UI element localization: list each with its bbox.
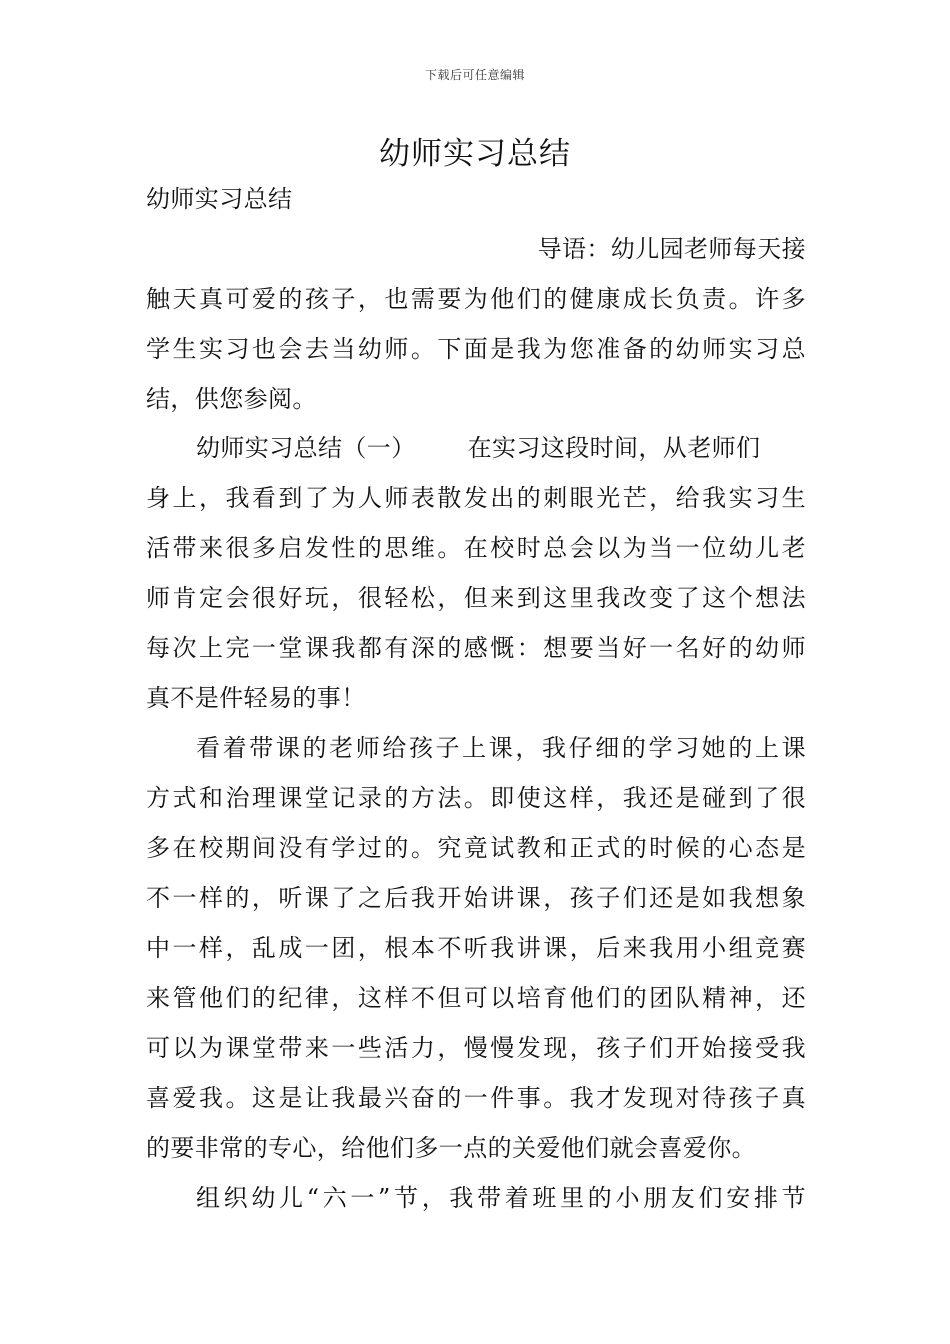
paragraph-2-line-3: 多在校期间没有学过的。究竟试教和正式的时候的心态是 bbox=[146, 834, 806, 862]
paragraph-1-line-2: 身上，我看到了为人师表散发出的刺眼光芒，给我实习生 bbox=[146, 484, 806, 512]
paragraph-2-line-8: 喜爱我。这是让我最兴奋的一件事。我才发现对待孩子真 bbox=[146, 1084, 806, 1112]
paragraph-2-line-4: 不一样的，听课了之后我开始讲课，孩子们还是如我想象 bbox=[146, 884, 806, 912]
paragraph-2-line-2: 方式和治理课堂记录的方法。即使这样，我还是碰到了很 bbox=[146, 784, 806, 812]
paragraph-1-line-3: 活带来很多启发性的思维。在校时总会以为当一位幼儿老 bbox=[146, 534, 806, 562]
paragraph-1-line-5: 每次上完一堂课我都有深的感慨：想要当好一名好的幼师 bbox=[146, 634, 806, 662]
paragraph-2-line-6: 来管他们的纪律，这样不但可以培育他们的团队精神，还 bbox=[146, 984, 806, 1012]
paragraph-2-line-7: 可以为课堂带来一些活力，慢慢发现，孩子们开始接受我 bbox=[146, 1034, 806, 1062]
intro-line-1: 导语：幼儿园老师每天接 bbox=[537, 235, 806, 263]
intro-line-2: 触天真可爱的孩子，也需要为他们的健康成长负责。许多 bbox=[146, 285, 806, 313]
header-note: 下载后可任意编辑 bbox=[424, 68, 525, 82]
intro-line-3: 学生实习也会去当幼师。下面是我为您准备的幼师实习总 bbox=[146, 335, 806, 363]
paragraph-1-line-4: 师肯定会很好玩，很轻松，但来到这里我改变了这个想法 bbox=[146, 584, 806, 612]
intro-line-4: 结，供您参阅。 bbox=[146, 385, 317, 413]
document-title: 幼师实习总结 bbox=[379, 136, 571, 172]
section-heading: 幼师实习总结（一） bbox=[196, 434, 416, 462]
subtitle-line: 幼师实习总结 bbox=[146, 185, 293, 213]
section-heading-line bbox=[146, 431, 806, 465]
paragraph-1-line-6: 真不是件轻易的事！ bbox=[146, 684, 366, 712]
paragraph-2-line-1: 看着带课的老师给孩子上课，我仔细的学习她的上课 bbox=[196, 734, 806, 762]
paragraph-2-line-9: 的要非常的专心，给他们多一点的关爱他们就会喜爱你。 bbox=[146, 1134, 756, 1162]
paragraph-3-line-1: 组织幼儿“六一”节，我带着班里的小朋友们安排节 bbox=[196, 1184, 806, 1212]
paragraph-2-line-5: 中一样，乱成一团，根本不听我讲课，后来我用小组竞赛 bbox=[146, 934, 806, 962]
paragraph-1-start: 在实习这段时间，从老师们 bbox=[467, 434, 761, 462]
